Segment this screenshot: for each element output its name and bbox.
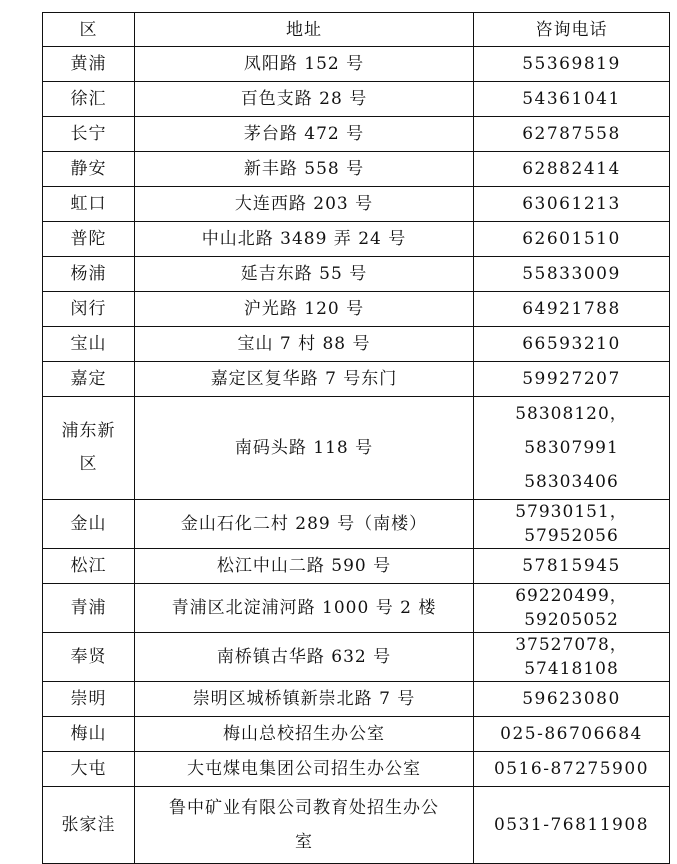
district-cell: 金山 [43,500,135,549]
district-cell [43,397,135,500]
phone-cell: 55833009 [474,257,670,292]
address-cell: 崇明区城桥镇新崇北路 7 号 [135,682,474,717]
phone-cell [474,397,670,500]
address-cell: 新丰路 558 号 [135,152,474,187]
header-district: 区 [43,13,135,47]
table-row [43,787,670,864]
district-cell: 徐汇 [43,82,135,117]
phone-cell: 62601510 [474,222,670,257]
phone-cell: 62787558 [474,117,670,152]
address-cell [135,787,474,864]
address-line-2: 室 [295,832,313,852]
address-cell: 金山石化二村 289 号（南楼） [135,500,474,549]
table-row [43,292,670,327]
address-cell: 大连西路 203 号 [135,187,474,222]
address-cell: 大屯煤电集团公司招生办公室 [135,752,474,787]
phone-cell: 37527078，57418108 [474,633,670,682]
district-cell: 梅山 [43,717,135,752]
header-phone: 咨询电话 [474,13,670,47]
table-row [43,222,670,257]
header-address: 地址 [135,13,474,47]
district-cell: 长宁 [43,117,135,152]
district-cell: 杨浦 [43,257,135,292]
address-cell: 南码头路 118 号 [135,397,474,500]
header-row [43,13,670,47]
address-cell: 嘉定区复华路 7 号东门 [135,362,474,397]
phone-cell: 54361041 [474,82,670,117]
contact-table [42,12,670,864]
district-cell: 青浦 [43,584,135,633]
table-row [43,633,670,682]
table-row [43,682,670,717]
table-row [43,187,670,222]
phone-cell: 0516-87275900 [474,752,670,787]
district-cell: 奉贤 [43,633,135,682]
phone-cell: 0531-76811908 [474,787,670,864]
district-line-2: 区 [79,454,98,474]
table-row [43,397,670,500]
address-cell: 宝山 7 村 88 号 [135,327,474,362]
district-cell: 普陀 [43,222,135,257]
address-cell: 中山北路 3489 弄 24 号 [135,222,474,257]
district-cell: 静安 [43,152,135,187]
address-cell: 青浦区北淀浦河路 1000 号 2 楼 [135,584,474,633]
table-row [43,717,670,752]
phone-cell: 62882414 [474,152,670,187]
phone-cell: 66593210 [474,327,670,362]
table-row [43,47,670,82]
district-cell: 虹口 [43,187,135,222]
phone-cell: 59623080 [474,682,670,717]
district-cell: 松江 [43,549,135,584]
district-cell: 宝山 [43,327,135,362]
phone-cell: 64921788 [474,292,670,327]
district-line-1: 浦东新 [61,421,116,441]
table-row [43,257,670,292]
phone-cell: 025-86706684 [474,717,670,752]
phone-cell: 57815945 [474,549,670,584]
district-cell: 崇明 [43,682,135,717]
phone-cell: 59927207 [474,362,670,397]
table-row [43,117,670,152]
address-cell: 延吉东路 55 号 [135,257,474,292]
table-row [43,152,670,187]
district-cell: 张家洼 [43,787,135,864]
table-row [43,327,670,362]
address-cell: 凤阳路 152 号 [135,47,474,82]
table-row [43,500,670,549]
address-cell: 松江中山二路 590 号 [135,549,474,584]
district-cell: 黄浦 [43,47,135,82]
table-row [43,752,670,787]
address-line-1: 鲁中矿业有限公司教育处招生办公 [169,798,439,818]
district-cell: 大屯 [43,752,135,787]
address-cell: 百色支路 28 号 [135,82,474,117]
phone-cell: 69220499，59205052 [474,584,670,633]
phone-line-2: 58303406 [524,472,619,492]
table-row [43,584,670,633]
table-row [43,82,670,117]
address-cell: 茅台路 472 号 [135,117,474,152]
address-cell: 沪光路 120 号 [135,292,474,327]
phone-line-1: 58308120，58307991 [515,404,628,458]
district-cell: 闵行 [43,292,135,327]
phone-cell: 55369819 [474,47,670,82]
phone-cell: 63061213 [474,187,670,222]
table-row [43,362,670,397]
phone-cell: 57930151，57952056 [474,500,670,549]
address-cell: 南桥镇古华路 632 号 [135,633,474,682]
address-cell: 梅山总校招生办公室 [135,717,474,752]
table-row [43,549,670,584]
district-cell: 嘉定 [43,362,135,397]
